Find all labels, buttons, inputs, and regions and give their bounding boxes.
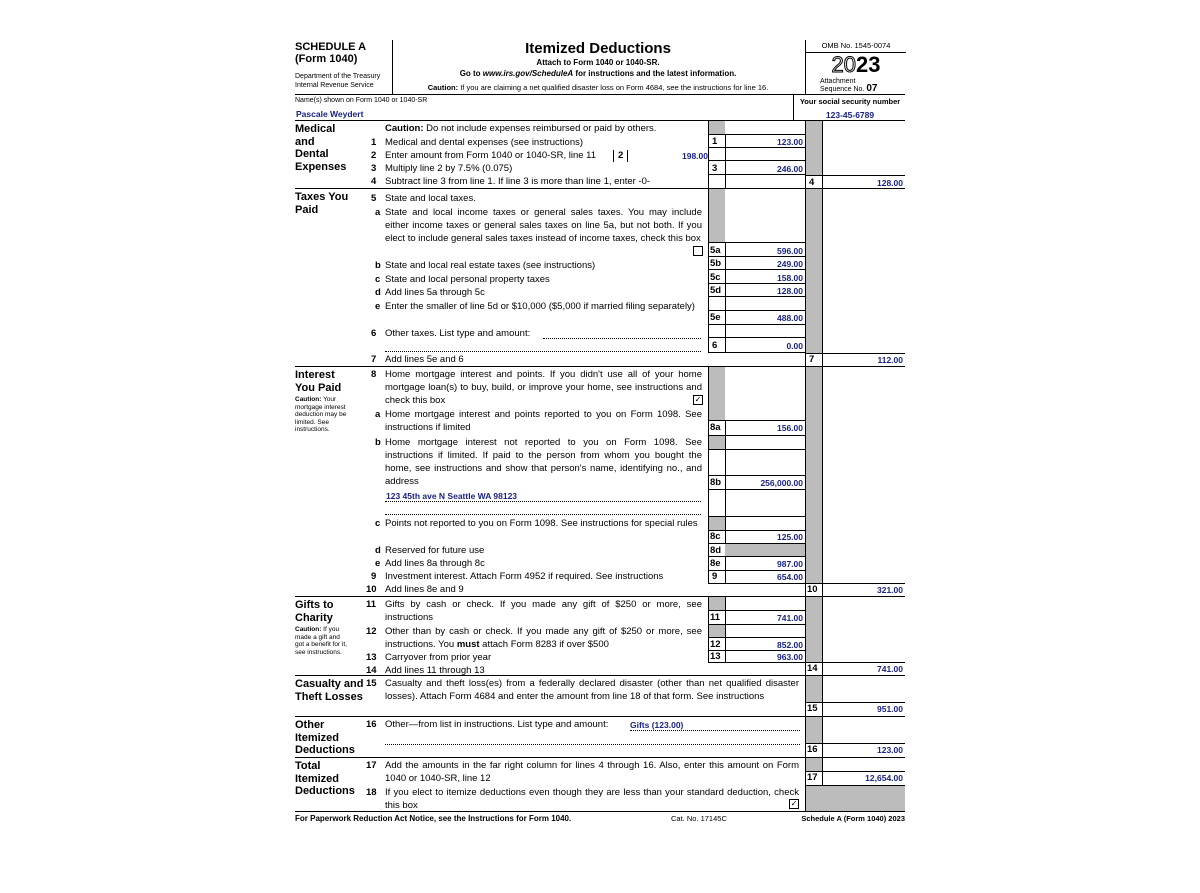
rule <box>708 435 806 436</box>
line-14-text: Add lines 11 through 13 <box>385 665 485 676</box>
line-5c-label: 5c <box>710 272 721 283</box>
rule <box>708 610 806 611</box>
rule <box>708 556 806 557</box>
line-16-value[interactable]: 123.00 <box>877 745 903 755</box>
taxpayer-row <box>295 95 905 121</box>
attach-note: Attach to Form 1040 or 1040-SR. <box>536 58 660 67</box>
line-5d-value[interactable]: 128.00 <box>777 286 803 296</box>
ssn-box <box>793 95 906 120</box>
taxpayer-name-field[interactable]: Pascale Weydert <box>296 109 364 119</box>
rule <box>805 785 905 786</box>
line-8c-text: Points not reported to you on Form 1098. See instructions for special rules <box>385 518 698 529</box>
ssn-label: Your social security number <box>799 97 901 106</box>
line-3-num: 3 <box>371 163 377 174</box>
inner-label-border <box>725 134 726 188</box>
line-6-value[interactable]: 0.00 <box>786 341 803 351</box>
line-17-num: 17 <box>366 760 377 771</box>
line-8-num: 8 <box>371 369 377 380</box>
shade <box>806 367 822 583</box>
rule <box>708 256 806 257</box>
rule <box>708 352 806 353</box>
rule <box>805 583 905 584</box>
schedule-label: SCHEDULE A <box>295 41 367 53</box>
rule <box>708 489 806 490</box>
line-4-value[interactable]: 128.00 <box>877 178 903 188</box>
line-5e-label: 5e <box>710 312 721 323</box>
line-8c-letter: c <box>375 518 381 529</box>
irs-url-link[interactable]: www.irs.gov/ScheduleA <box>482 69 574 78</box>
rule <box>708 269 806 270</box>
tax-year: 2023 <box>831 52 881 77</box>
line-5a-text: State and local income taxes or general sales taxes. You may include either income taxes or general sales taxes on line 5a, but not both. If you elect to include general sales taxes instead of income taxes, check this box <box>385 207 702 244</box>
line-5c-text: State and local personal property taxes <box>385 274 550 285</box>
line-5a-value[interactable]: 596.00 <box>777 246 803 256</box>
taxes-title: Taxes You Paid <box>295 191 349 216</box>
line-8a-letter: a <box>375 409 381 420</box>
line-5e-text: Enter the smaller of line 5d or $10,000 ($5,000 if married filing separately) <box>385 301 695 312</box>
line-5-num: 5 <box>371 193 377 204</box>
line-14-label: 14 <box>807 663 818 674</box>
line-11-value[interactable]: 741.00 <box>777 613 803 623</box>
rule <box>805 771 905 772</box>
line-11-num: 11 <box>366 599 377 610</box>
title-box <box>393 40 803 94</box>
line-8b-value[interactable]: 256,000.00 <box>760 478 803 488</box>
line-8b-address-field[interactable]: 123 45th ave N Seattle WA 98123 <box>386 491 518 501</box>
paperwork-notice: For Paperwork Reduction Act Notice, see the Instructions for Form 1040. <box>295 814 572 823</box>
line-2-box-label: 2 <box>613 150 628 162</box>
outer-col-border <box>805 121 806 811</box>
form-header <box>295 40 905 95</box>
rule <box>708 296 806 297</box>
rule <box>708 543 806 544</box>
rule <box>805 662 905 663</box>
omb-year-box <box>805 40 906 94</box>
line-8c-label: 8c <box>710 531 721 542</box>
line-8b-text: Home mortgage interest not reported to you on Form 1098. See instructions if limited. If paid to the person from whom you bought the home, see instructions and show that person's name, identifying no., and address <box>385 437 702 487</box>
name-label: Name(s) shown on Form 1040 or 1040-SR <box>295 97 428 104</box>
line-8e-value[interactable]: 987.00 <box>777 559 803 569</box>
line-8c-value[interactable]: 125.00 <box>777 532 803 542</box>
line-2-value[interactable]: 198.00 <box>682 151 708 161</box>
gifts-caution: Caution: If you made a gift and got a benefit for it, see instructions. <box>295 626 348 656</box>
line-3-label: 3 <box>712 163 718 174</box>
rule <box>805 175 905 176</box>
line-10-text: Add lines 8e and 9 <box>385 584 464 595</box>
rule <box>708 147 806 148</box>
shade <box>709 367 725 420</box>
rule <box>708 134 806 135</box>
line-18-text: If you elect to itemize deductions even though they are less than your standard deduction, check this box <box>385 787 799 811</box>
line-16-entry-field[interactable]: Gifts (123.00) <box>630 720 684 730</box>
rule <box>708 310 806 311</box>
line-17-value[interactable]: 12,654.00 <box>865 773 903 783</box>
shade <box>806 758 822 771</box>
line-16-num: 16 <box>366 719 377 730</box>
shade <box>709 597 725 610</box>
rule <box>708 174 806 175</box>
line-13-text: Carryover from prior year <box>385 652 492 663</box>
footer-form-id: Schedule A (Form 1040) 2023 <box>801 814 905 823</box>
irs-label: Internal Revenue Service <box>295 82 374 89</box>
line-6-entry-line[interactable] <box>543 338 701 339</box>
line-15-label: 15 <box>807 703 818 714</box>
line-12-text: Other than by cash or check. If you made any gift of $250 or more, see instructions. You must attach Form 8283 if over $500 <box>385 626 702 650</box>
line-8e-text: Add lines 8a through 8c <box>385 558 485 569</box>
line-7-text: Add lines 5e and 6 <box>385 354 464 365</box>
catalog-number: Cat. No. 17145C <box>671 814 727 823</box>
line-4-num: 4 <box>371 176 377 187</box>
dept-treasury: Department of the Treasury <box>295 73 381 80</box>
line-9-label: 9 <box>712 571 718 582</box>
line-8-checkbox[interactable]: ✓ <box>694 395 702 404</box>
line-5e-letter: e <box>375 301 381 312</box>
omb-number: OMB No. 1545-0074 <box>806 40 906 53</box>
line-4-text: Subtract line 3 from line 1. If line 3 is more than line 1, enter -0- <box>385 176 651 187</box>
form-number: (Form 1040) <box>295 53 358 65</box>
line-5e-value[interactable]: 488.00 <box>777 313 803 323</box>
rule <box>708 449 806 450</box>
line-12-num: 12 <box>366 626 377 637</box>
line-18-checkbox[interactable]: ✓ <box>790 799 798 808</box>
line-14-num: 14 <box>366 665 377 676</box>
shade <box>806 189 822 353</box>
line-17-label: 17 <box>807 772 818 783</box>
line-17-text: Add the amounts in the far right column for lines 4 through 16. Also, enter this amount on Form 1040 or 1040-SR, line 12 <box>385 760 799 784</box>
line-9-value[interactable]: 654.00 <box>777 572 803 582</box>
rule <box>708 242 806 243</box>
line-3-text: Multiply line 2 by 7.5% (0.075) <box>385 163 513 174</box>
line-8e-label: 8e <box>710 558 721 569</box>
rule <box>708 516 806 517</box>
line-7-value[interactable]: 112.00 <box>877 355 903 365</box>
line-14-value[interactable]: 741.00 <box>877 664 903 674</box>
rule <box>708 583 806 584</box>
goto-note: Go to www.irs.gov/ScheduleA for instructions and the latest information. <box>459 69 737 78</box>
outer-label-border <box>822 121 823 785</box>
line-15-text: Casualty and theft loss(es) from a federally declared disaster (other than net qualified disaster losses). Attach Form 4684 and enter the amount from line 18 of that form. See instructions <box>385 678 799 702</box>
line-5c-letter: c <box>375 274 381 285</box>
interest-title: Interest You Paid <box>295 369 342 394</box>
line-6-num: 6 <box>371 328 377 339</box>
line-15-num: 15 <box>366 678 377 689</box>
line-5b-value[interactable]: 249.00 <box>777 259 803 269</box>
line-6-label: 6 <box>712 340 718 351</box>
line-5b-label: 5b <box>710 258 722 269</box>
line-5d-text: Add lines 5a through 5c <box>385 287 485 298</box>
shade <box>806 676 822 702</box>
line-8b-letter: b <box>375 437 381 448</box>
ssn-field[interactable]: 123-45-6789 <box>825 110 875 120</box>
line-6-entry-line-2[interactable] <box>385 351 701 352</box>
line-1-label: 1 <box>712 136 718 147</box>
line-5d-label: 5d <box>710 285 722 296</box>
line-8d-label: 8d <box>710 545 722 556</box>
rule <box>708 637 806 638</box>
shade <box>709 624 725 637</box>
rule <box>708 662 806 663</box>
line-5-text: State and local taxes. <box>385 193 476 204</box>
line-10-label: 10 <box>807 584 818 595</box>
disaster-caution: Caution: If you are claiming a net qualified disaster loss on Form 4684, see the instructions for line 16. <box>427 83 769 92</box>
line-16-text: Other—from list in instructions. List type and amount: <box>385 719 609 730</box>
inner-label-border <box>725 420 726 583</box>
line-12-value[interactable]: 852.00 <box>777 640 803 650</box>
attachment-sequence: Attachment Sequence No. 07 <box>820 78 878 94</box>
sales-tax-checkbox[interactable] <box>693 246 703 256</box>
line-8b-address-line-1 <box>385 501 701 502</box>
rule <box>708 283 806 284</box>
line-15-value[interactable]: 951.00 <box>877 704 903 714</box>
gifts-title: Gifts to Charity <box>295 599 334 624</box>
line-2-num: 2 <box>371 150 377 161</box>
rule <box>708 160 806 161</box>
line-7-num: 7 <box>371 354 377 365</box>
rule <box>708 570 806 571</box>
line-13-num: 13 <box>366 652 377 663</box>
line-5c-value[interactable]: 158.00 <box>777 273 803 283</box>
line-8a-text: Home mortgage interest and points reported to you on Form 1098. See instructions if limited <box>385 409 702 433</box>
line-1-value[interactable]: 123.00 <box>777 137 803 147</box>
shade <box>709 121 725 134</box>
form-title: Itemized Deductions <box>525 40 671 57</box>
rule <box>805 743 905 744</box>
line-18-shade <box>806 785 905 811</box>
shade <box>709 516 725 530</box>
line-1-num: 1 <box>371 137 377 148</box>
line-6-text: Other taxes. List type and amount: <box>385 328 531 339</box>
line-1-text: Medical and dental expenses (see instructions) <box>385 137 584 148</box>
shade <box>709 435 725 449</box>
line-7-label: 7 <box>809 354 815 365</box>
line-8e-letter: e <box>375 558 381 569</box>
rule <box>708 420 806 421</box>
interest-caution: Caution: Your mortgage interest deduction may be limited. See instructions. <box>295 396 347 433</box>
line-8-text: Home mortgage interest and points. If you didn't use all of your home mortgage loan(s) to buy, build, or improve your home, see instructions and check this box <box>385 369 702 406</box>
line-8b-address-line-2 <box>385 514 701 515</box>
rule <box>805 702 905 703</box>
schedule-id-box <box>295 40 393 94</box>
line-2-text: Enter amount from Form 1040 or 1040-SR, line 11 <box>385 150 597 161</box>
line-10-num: 10 <box>366 584 377 595</box>
line-5a-label: 5a <box>710 245 721 256</box>
line-9-text: Investment interest. Attach Form 4952 if required. See instructions <box>385 571 664 582</box>
line-8a-value[interactable]: 156.00 <box>777 423 803 433</box>
shade <box>806 597 822 662</box>
line-8a-label: 8a <box>710 422 721 433</box>
line-8d-reserved-shade <box>725 543 805 556</box>
line-5b-letter: b <box>375 260 381 271</box>
line-4-label: 4 <box>809 177 815 188</box>
rule <box>708 624 806 625</box>
line-5b-text: State and local real estate taxes (see instructions) <box>385 260 596 271</box>
casualty-title: Casualty and Theft Losses <box>295 678 364 703</box>
line-12-label: 12 <box>710 639 721 650</box>
line-9-num: 9 <box>371 571 377 582</box>
line-8d-letter: d <box>375 545 381 556</box>
line-13-value[interactable]: 963.00 <box>777 652 803 662</box>
medical-title: Medical and Dental Expenses <box>295 123 347 173</box>
rule <box>708 650 806 651</box>
shade <box>709 189 725 242</box>
line-18-num: 18 <box>366 787 377 798</box>
rule <box>708 324 806 325</box>
rule <box>805 353 905 354</box>
rule <box>708 337 806 338</box>
line-11-label: 11 <box>710 612 721 623</box>
line-11-text: Gifts by cash or check. If you made any gift of $250 or more, see instructions <box>385 599 702 623</box>
line-8d-text: Reserved for future use <box>385 545 485 556</box>
line-16-entry-line <box>630 730 800 731</box>
rule <box>708 475 806 476</box>
line-16-entry-line-2 <box>385 744 800 745</box>
rule <box>708 530 806 531</box>
shade <box>806 121 822 175</box>
line-5a-letter: a <box>375 207 381 218</box>
line-3-value[interactable]: 246.00 <box>777 164 803 174</box>
other-title: Other Itemized Deductions <box>295 719 355 756</box>
line-13-label: 13 <box>710 651 721 662</box>
shade <box>806 717 822 743</box>
line-5d-letter: d <box>375 287 381 298</box>
line-16-label: 16 <box>807 744 818 755</box>
medical-caution: Caution: Do not include expenses reimbursed or paid by others. <box>385 123 657 134</box>
line-10-value[interactable]: 321.00 <box>877 585 903 595</box>
line-8b-label: 8b <box>710 477 722 488</box>
inner-label-border <box>725 597 726 662</box>
total-title: Total Itemized Deductions <box>295 760 355 797</box>
